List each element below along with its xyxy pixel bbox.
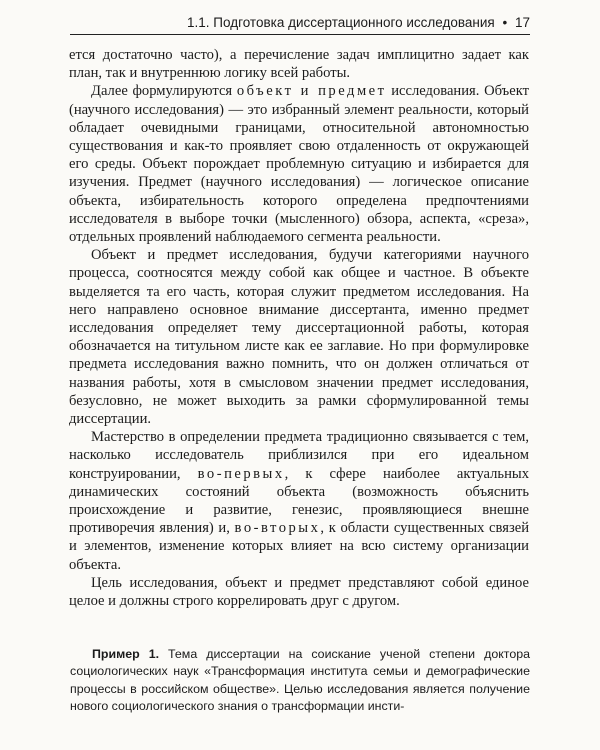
running-header bbox=[70, 12, 530, 35]
example-text: Тема диссертации на соискание ученой степени доктора социологических наук «Трансформация института семьи и демографические процессы в российском обществе». Целью исследования является получение нового социологического знания о трансформации инсти- bbox=[70, 647, 530, 714]
paragraph-text: исследования. Объект (научного исследования) — это избранный элемент реальности, который обладает очевидными границами, относительной автономностью существования и как-то проявляет свою отдаленность от окружающей его среды. Объект порождает проблемную ситуацию и избирается для изучения. Предмет (научного исследования) — логическое описание объекта, избирательность которого определена предпочтениями исследователя в выборе точки (мысленного) обзора, аспекта, «среза», отдельных проявлений наблюдаемого сегмента реальности. bbox=[69, 83, 529, 246]
paragraph-object-subject bbox=[69, 82, 529, 246]
paragraph-relation: Объект и предмет исследования, будучи категориями научного процесса, соотносятся между собой как общее и частное. В объекте выделяется та его часть, которая служит предметом исследования. На него направлено основное внимание диссертанта, именно предмет исследования определяет тему диссертационной работы, которая обозначается на титульном листе как ее заглавие. Но при формулировке предмета исследования важно помнить, что он должен отличаться от названия работы, хотя в смысловом значении предмет исследования, безусловно, не может выходить за рамки сформулированной темы диссертации. bbox=[69, 247, 529, 428]
main-text bbox=[69, 46, 529, 626]
paragraph-text: Мастерство в определении предмета традиционно связывается с тем, насколько исследователь приблизился при его идеальном конструировании, bbox=[69, 429, 529, 482]
paragraph-text: Далее формулируются bbox=[91, 83, 237, 100]
paragraph-text: , к сфере наиболее актуальных динамических состояний объекта (возможность объяснить происхождение и развитие, генезис, проявляющиеся внешне противоречия явления) и, bbox=[69, 465, 529, 537]
header-bullet: • bbox=[502, 15, 508, 30]
example-label: Пример 1. bbox=[92, 647, 160, 661]
section-title: 1.1. Подготовка диссертационного исследования bbox=[187, 15, 495, 30]
example-block bbox=[70, 646, 530, 716]
emphasis-spaced: во-вторых bbox=[234, 520, 321, 537]
paragraph-continuation: ется достаточно часто), а перечисление задач имплицитно задает как план, так и внутреннюю логику всей работы. bbox=[69, 47, 529, 82]
page-number: 17 bbox=[514, 15, 530, 30]
paragraph-text: , к области существенных связей и элементов, изменение которых влияет на всю систему организации объекта. bbox=[69, 520, 530, 573]
emphasis-spaced: объект и предмет bbox=[236, 83, 387, 100]
example-paragraph bbox=[70, 646, 530, 716]
paragraph-mastery bbox=[69, 428, 529, 574]
emphasis-spaced: во-первых bbox=[197, 465, 285, 482]
paragraph-goal: Цель исследования, объект и предмет представляют собой единое целое и должны строго коррелировать друг с другом. bbox=[69, 574, 529, 610]
